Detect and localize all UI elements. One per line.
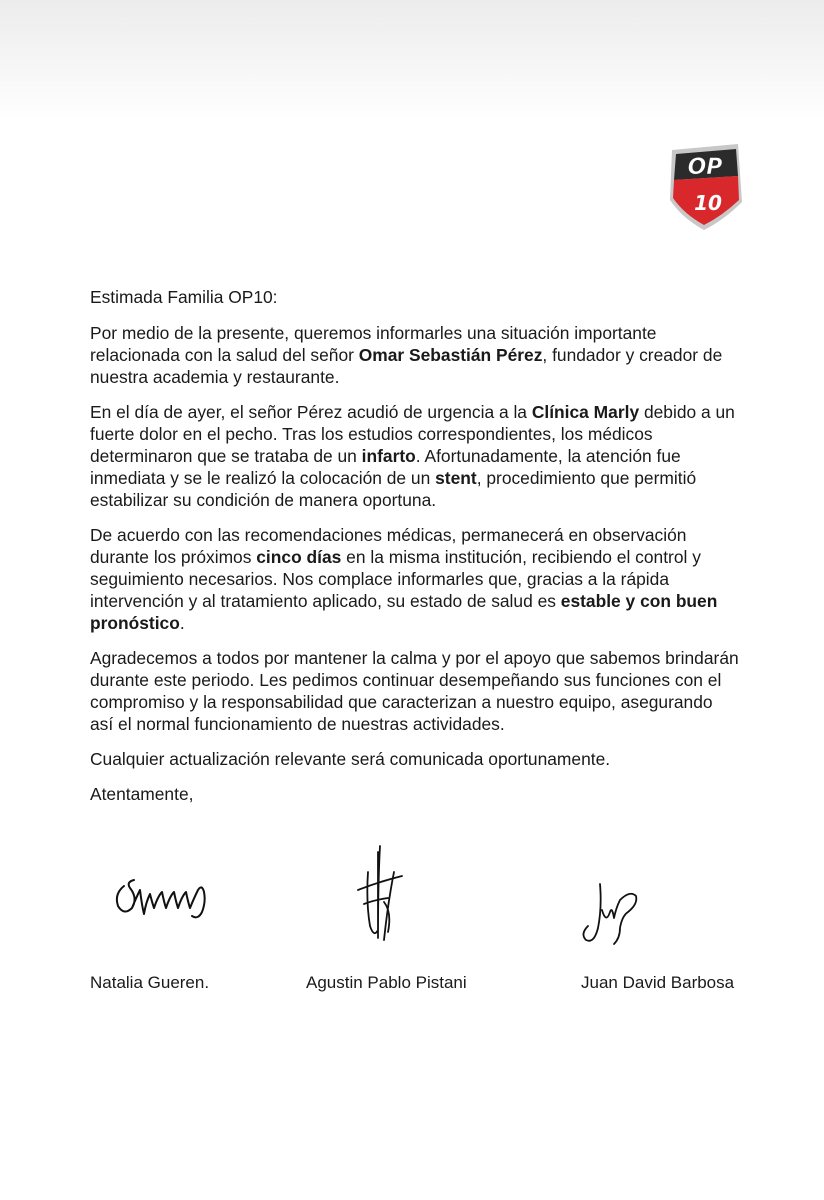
p3-bold-days: cinco días — [256, 547, 342, 567]
logo-text-op: OP — [687, 155, 723, 180]
letter-body — [90, 286, 740, 818]
p3-text-a: De acuerdo con las recomendaciones médicas, permanecerá en observación durante los próximos — [90, 525, 687, 567]
p2-bold-stent: stent — [435, 468, 477, 488]
letter-paragraph-1 — [90, 322, 740, 388]
p2-bold-infarto: infarto — [361, 446, 416, 466]
p1-text-c: , fundador y creador de nuestra academia y restaurante. — [90, 345, 723, 387]
p3-bold-prognosis: estable y con buen pronóstico — [90, 591, 718, 633]
letter-paragraph-5: Cualquier actualización relevante será comunicada oportunamente. — [90, 749, 611, 769]
signatory-name-natalia: Natalia Gueren. — [90, 973, 210, 992]
top-shade — [0, 0, 824, 120]
logo-text-10: 10 — [694, 191, 722, 215]
letter-closing: Atentamente, — [90, 784, 194, 804]
p3-text-c: en la misma institución, recibiendo el control y seguimiento necesarios. Nos complace informarles que, gracias a la rápida intervención y al tratamiento aplicado, su estado de salud es — [90, 547, 701, 611]
letter-greeting: Estimada Familia OP10: — [90, 287, 278, 307]
signatory-name-agustin: Agustin Pablo Pistani — [306, 973, 467, 992]
p2-text-c: debido a un fuerte dolor en el pecho. Tras los estudios correspondientes, los médicos determinaron que se trataba de un — [90, 402, 735, 466]
letter-paragraph-4: Agradecemos a todos por mantener la calma y por el apoyo que sabemos brindarán durante este periodo. Les pedimos continuar desempeñando sus funciones con el compromiso y la responsabilidad que caracterizan a nuestro equipo, asegurando así el normal funcionamiento de nuestras actividades. — [90, 648, 739, 734]
signatory-name-juan: Juan David Barbosa — [581, 973, 735, 992]
signature-agustin — [348, 842, 418, 946]
p1-text-a: Por medio de la presente, queremos informarles una situación importante relacionada con la salud del señor — [90, 323, 657, 365]
op10-logo — [664, 140, 746, 232]
p2-text-a: En el día de ayer, el señor Pérez acudió de urgencia a la — [90, 402, 532, 422]
signature-juan — [578, 878, 644, 950]
p2-bold-clinic: Clínica Marly — [531, 402, 640, 422]
letter-paragraph-2 — [90, 401, 740, 511]
p3-text-e: . — [179, 613, 185, 633]
p2-text-g: , procedimiento que permitió estabilizar su condición de manera oportuna. — [90, 468, 697, 510]
p1-bold-name: Omar Sebastián Pérez — [358, 345, 543, 365]
p2-text-e: . Afortunadamente, la atención fue inmediata y se le realizó la colocación de un — [90, 446, 681, 488]
signature-natalia — [110, 868, 220, 932]
letter-paragraph-3 — [90, 524, 740, 634]
